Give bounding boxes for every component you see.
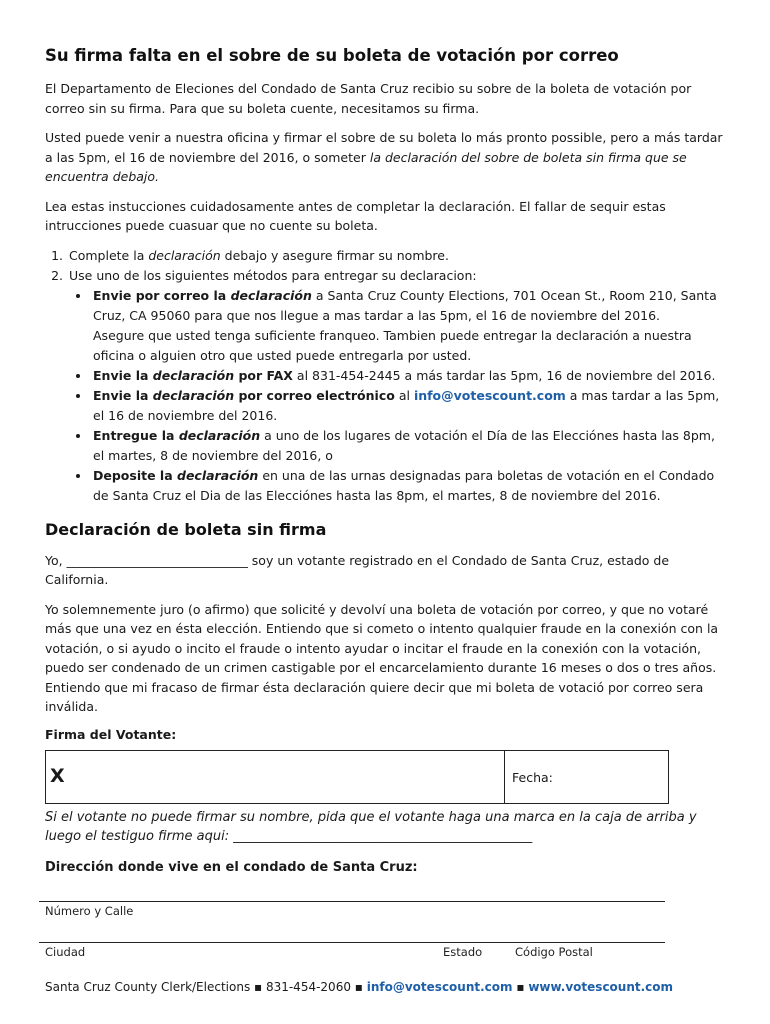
signature-label: Firma del Votante: [45,726,177,742]
warning-paragraph: Lea estas instucciones cuidadosamente antes de completar la declaración. El fallar de sequir estas intrucciones puede cuasuar que no cuente su boleta. [45,198,666,233]
methods-list [69,286,725,506]
step-2: 2. Use uno de los siguientes métodos para entregar su declaracion: • Envie por correo la declaración a Santa Cruz County Elections, 701 Ocean St., Room 210, Santa Cruz, CA 95060 para que nos llegue a mas tardar a las 5pm, el 16 de noviembre del 2016. Asegure que usted tenga suficiente franqueo. Tambien puede entregar la declaración a nuestra oficina o alguien otro que usted puede entregarla por usted. • Envie la declaración por FAX al 831-454-2445 a más tardar las 5pm, 16 de noviembre del 2016. • Envie la declaración por correo electrónico al info@votescount.com a mas tardar a las 5pm, el 16 de noviembre del 2016. • Entregue la declaración a uno de los lugares de votación el Día de las Elecciónes hasta las 8pm, el martes, 8 de noviembre del 2016, o • Deposite la declaración en una de las urnas designadas para boletas de votación en el Condado de Santa Cruz el Dia de las Elecciónes hasta las 8pm, el martes, 8 de noviembre del 2016. [67,266,725,506]
document-page [45,46,725,963]
method-polling-place: • Entregue la declaración a uno de los lugares de votación el Día de las Elecciónes hasta las 8pm, el martes, 8 de noviembre del 2016, o [91,426,725,466]
signature-box[interactable] [45,750,669,804]
method-email: • Envie la declaración por correo electrónico al info@votescount.com a mas tardar a las 5pm, el 16 de noviembre del 2016. [91,386,725,426]
city-label: Ciudad [45,944,86,959]
street-line[interactable] [39,901,665,902]
instructions-paragraph [45,128,725,187]
state-label: Estado [443,944,483,959]
declaration-title: Declaración de boleta sin firma [45,519,327,539]
city-row [45,945,725,963]
address-title: Dirección donde vive en el condado de Santa Cruz: [45,859,418,875]
declaration-line: Yo, _____________________________ soy un votante registrado en el Condado de Santa Cruz, estado de California. [45,552,670,587]
signature-field[interactable] [46,751,505,803]
steps-list [45,246,725,506]
date-field[interactable] [505,751,668,803]
zip-label: Código Postal [515,944,593,959]
method-mail: • Envie por correo la declaración a Santa Cruz County Elections, 701 Ocean St., Room 210, Santa Cruz, CA 95060 para que nos llegue a mas tardar a las 5pm, el 16 de noviembre del 2016. Asegure que usted tenga suficiente franqueo. Tambien puede entregar la declaración a nuestra oficina o alguien otro que usted puede entregarla por usted. [91,286,725,366]
oath-paragraph: Yo solemnemente juro (o afirmo) que solicité y devolví una boleta de votación por correo, y que no votaré más que una vez en ésta elección. Entiendo que si cometo o intento qualquier fraude en la conexión con la votación, o si ayudo o incito el fraude o intento ayudar o incitar el fraude en la conexión con la votación, puedo ser condenado de un crimen castigable por el encarcelamiento durante 16 meses o dos o tres años. Entiendo que mi fracaso de firmar ésta declaración quiere decir que mi boleta de votació por correo sera inválida. [45,601,719,714]
witness-note: Si el votante no puede firmar su nombre, pida que el votante haga una marca en la caja de arriba y luego el testiguo firme aqui: ______________________________________________ [45,809,697,844]
city-line[interactable] [39,942,665,943]
method-fax: • Envie la declaración por FAX al 831-454-2445 a más tardar las 5pm, 16 de noviembre del 2016. [91,366,725,386]
footer-separator: ▪ [512,980,529,994]
para2-text: Usted puede venir a nuestra oficina y firmar el sobre de su boleta lo más pronto possible, pero a más tardar a las 5pm, el 16 de noviembre del 2016, o someter [45,130,723,165]
page-title: Su firma falta en el sobre de su boleta de votación por correo [45,46,619,65]
footer-office: Santa Cruz County Clerk/Elections ▪ 831-454-2060 ▪ [45,980,367,994]
email-link[interactable]: info@votescount.com [413,387,566,403]
date-label: Fecha: [512,769,553,785]
method-drop-box: • Deposite la declaración en una de las urnas designadas para boletas de votación en el Condado de Santa Cruz el Dia de las Elecciónes hasta las 8pm, el martes, 8 de noviembre del 2016. [91,466,725,506]
step-1: 1. Complete la declaración debajo y asegure firmar su nombre. [67,246,725,266]
signature-x-mark: X [50,764,65,787]
intro-paragraph: El Departamento de Eleciones del Condado de Santa Cruz recibio su sobre de la boleta de votación por correo sin su firma. Para que su boleta cuente, necesitamos su firma. [45,81,692,116]
footer-website-link[interactable]: www.votescount.com [528,980,674,994]
street-label: Número y Calle [45,903,134,918]
footer [45,980,673,994]
footer-email-link[interactable]: info@votescount.com [366,980,513,994]
para2-italic-text: la declaración del sobre de boleta sin firma que se encuentra debajo. [45,149,687,184]
